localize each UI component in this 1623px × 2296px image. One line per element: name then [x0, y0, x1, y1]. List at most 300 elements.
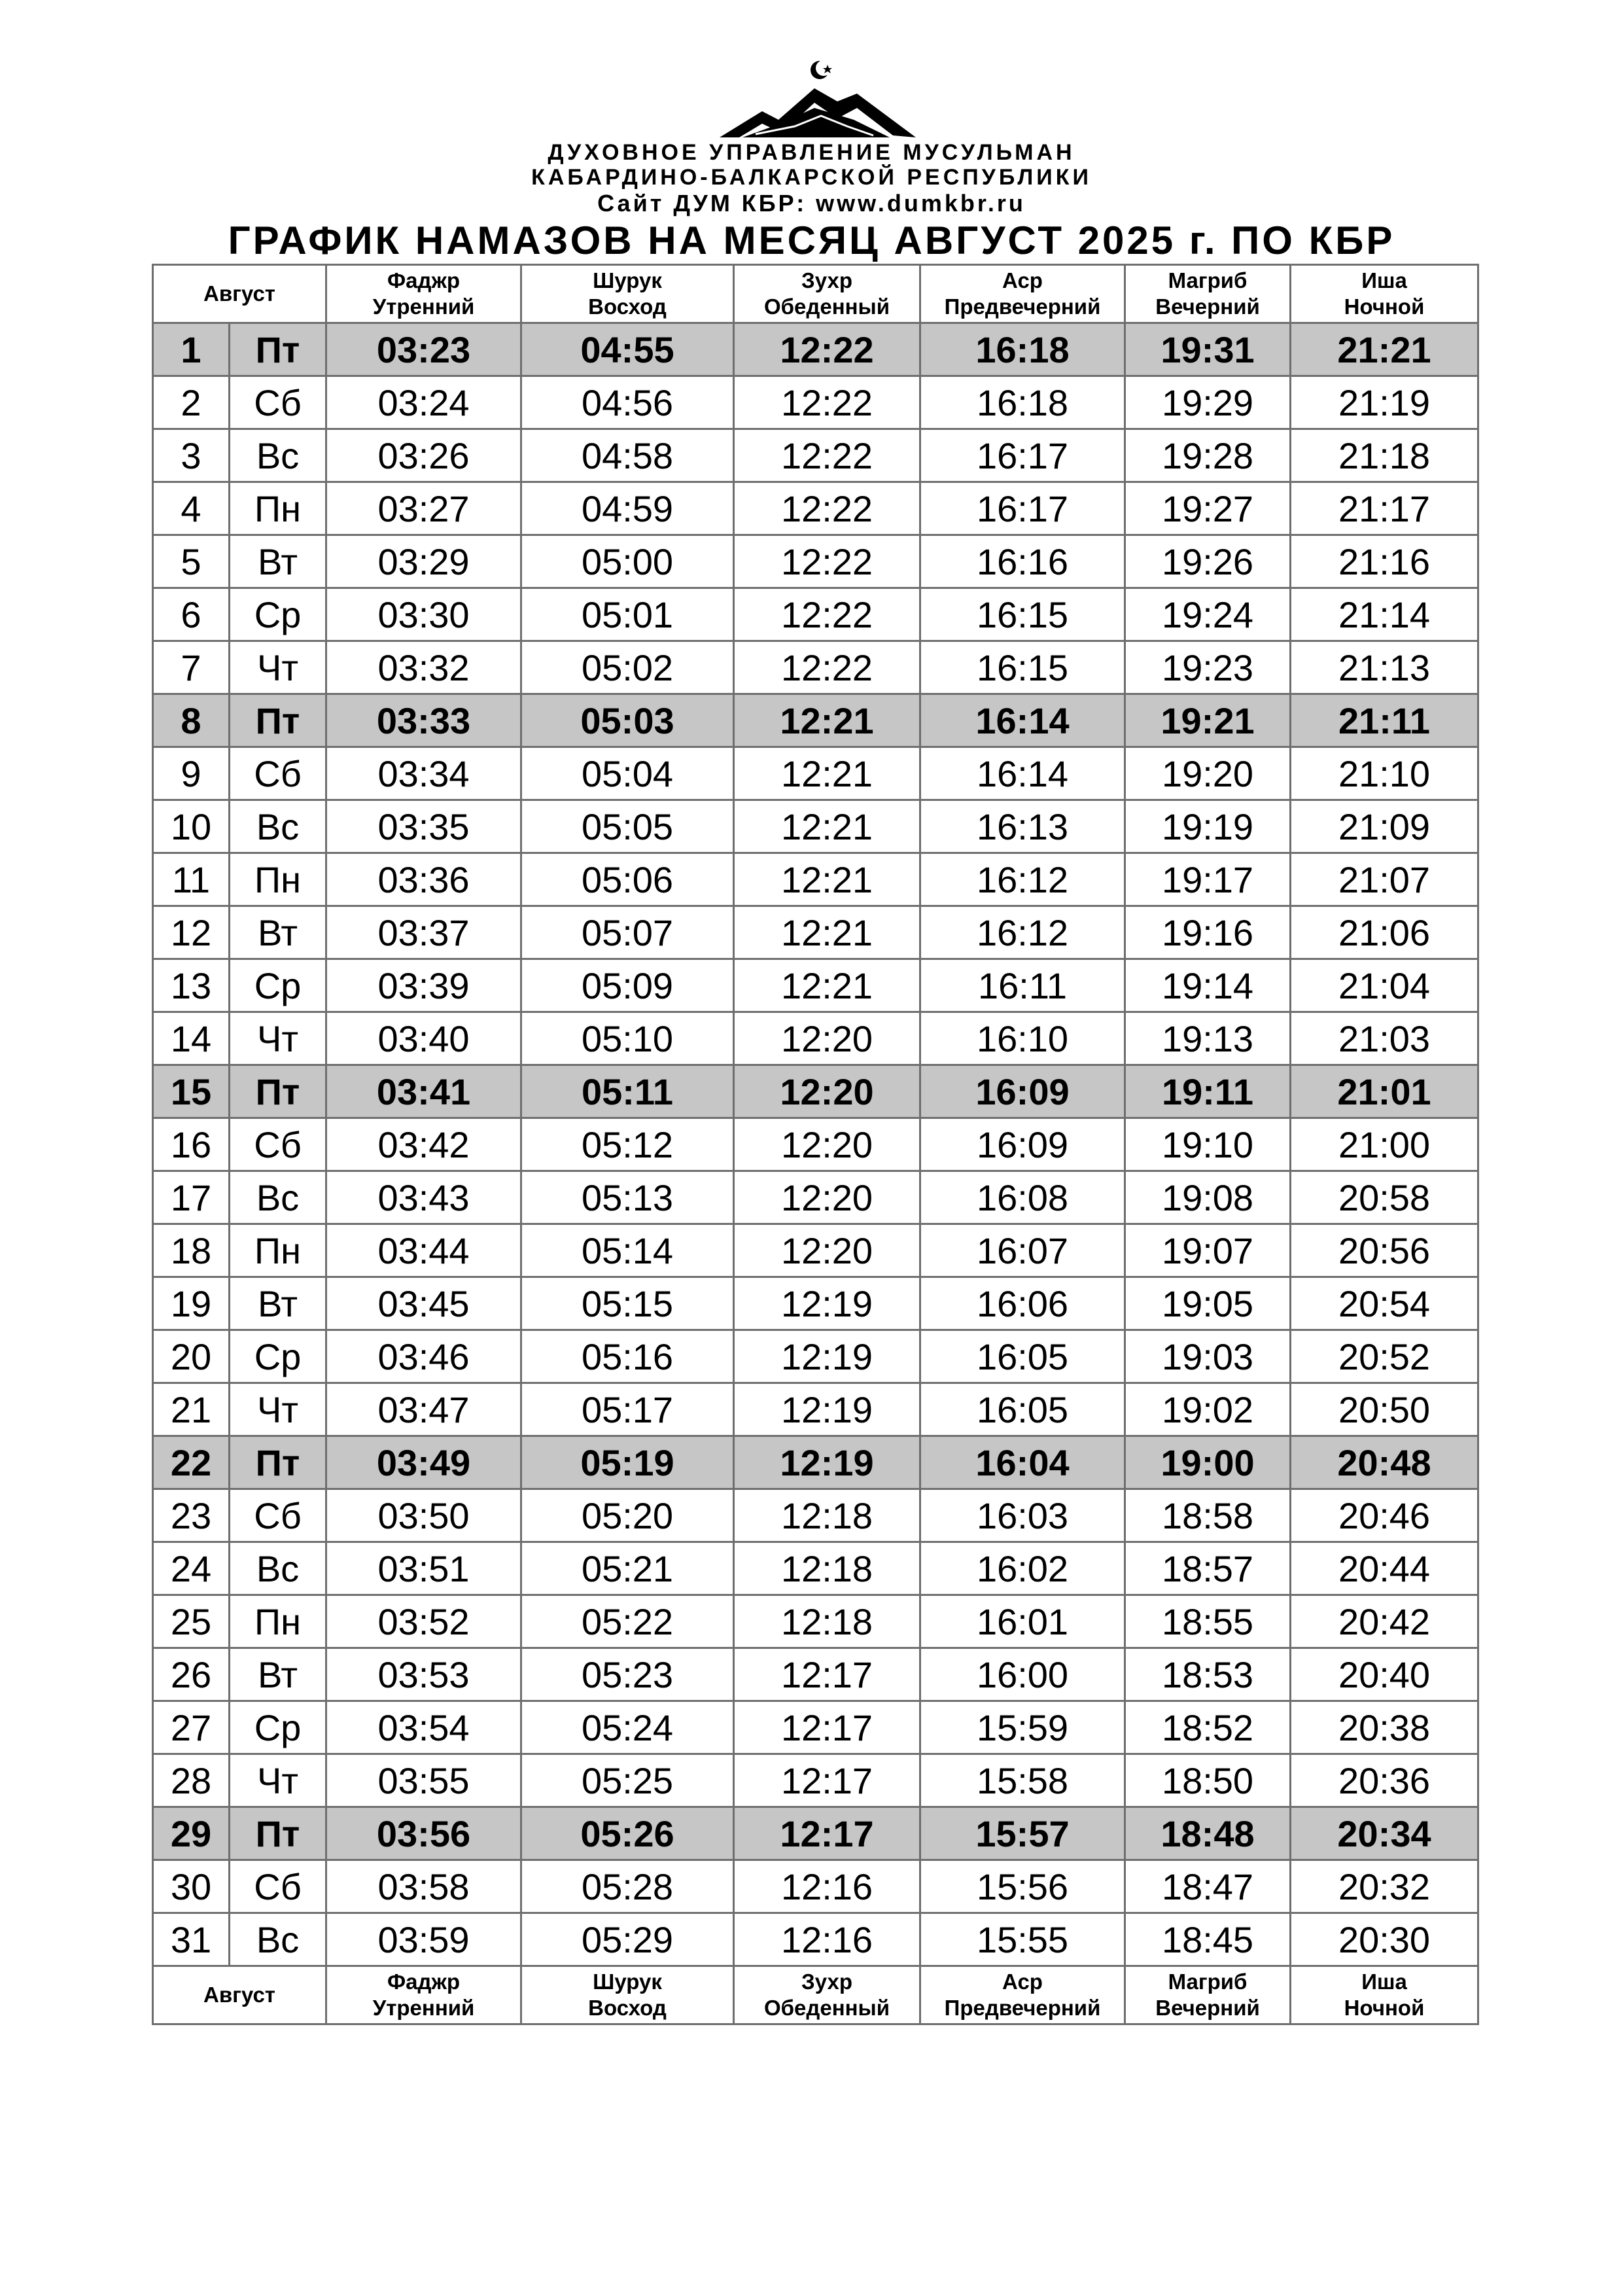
- shuruk-cell: 05:15: [521, 1277, 734, 1330]
- shuruk-cell: 05:14: [521, 1224, 734, 1277]
- table-row: [153, 588, 1478, 641]
- zuhr-cell: 12:17: [734, 1807, 920, 1860]
- maghrib-header: Магриб Вечерний: [1125, 265, 1291, 323]
- shuruk-cell: 05:00: [521, 535, 734, 588]
- isha-cell: 21:13: [1291, 641, 1478, 694]
- zuhr-cell: 12:17: [734, 1648, 920, 1701]
- fajr-cell: 03:37: [326, 906, 521, 959]
- wd-cell: Чт: [230, 1012, 326, 1065]
- wd-cell: Ср: [230, 588, 326, 641]
- zuhr-cell: 12:22: [734, 641, 920, 694]
- isha-cell: 21:16: [1291, 535, 1478, 588]
- zuhr-cell: 12:20: [734, 1224, 920, 1277]
- table-row: [153, 376, 1478, 429]
- zuhr-cell: 12:18: [734, 1542, 920, 1595]
- maghrib-cell: 18:50: [1125, 1754, 1291, 1807]
- wd-cell: Сб: [230, 747, 326, 800]
- org-name-line2: КАБАРДИНО-БАЛКАРСКОЙ РЕСПУБЛИКИ: [531, 165, 1092, 190]
- table-row: [153, 1860, 1478, 1913]
- wd-cell: Вт: [230, 1648, 326, 1701]
- table-row: [153, 1118, 1478, 1171]
- shuruk-cell: 05:26: [521, 1807, 734, 1860]
- zuhr-cell: 12:21: [734, 959, 920, 1012]
- table-row: [153, 1701, 1478, 1754]
- wd-cell: Вс: [230, 1913, 326, 1966]
- isha-cell: 21:21: [1291, 323, 1478, 376]
- shuruk-cell: 05:12: [521, 1118, 734, 1171]
- isha-cell: 21:09: [1291, 800, 1478, 853]
- wd-cell: Пт: [230, 1065, 326, 1118]
- zuhr-cell: 12:21: [734, 694, 920, 747]
- shuruk-cell: 05:17: [521, 1383, 734, 1436]
- zuhr-cell: 12:18: [734, 1489, 920, 1542]
- month-footer: Август: [153, 1966, 326, 2024]
- maghrib-cell: 19:20: [1125, 747, 1291, 800]
- wd-cell: Чт: [230, 1754, 326, 1807]
- day-cell: 12: [153, 906, 230, 959]
- shuruk-cell: 05:10: [521, 1012, 734, 1065]
- fajr-cell: 03:46: [326, 1330, 521, 1383]
- asr-cell: 16:09: [920, 1065, 1125, 1118]
- shuruk-cell: 05:21: [521, 1542, 734, 1595]
- asr-footer: Аср Предвечерний: [920, 1966, 1125, 2024]
- fajr-cell: 03:45: [326, 1277, 521, 1330]
- fajr-cell: 03:40: [326, 1012, 521, 1065]
- maghrib-cell: 19:13: [1125, 1012, 1291, 1065]
- asr-cell: 16:15: [920, 641, 1125, 694]
- zuhr-cell: 12:16: [734, 1913, 920, 1966]
- table-row: [153, 323, 1478, 376]
- day-cell: 14: [153, 1012, 230, 1065]
- table-row: [153, 1489, 1478, 1542]
- maghrib-cell: 18:48: [1125, 1807, 1291, 1860]
- zuhr-cell: 12:17: [734, 1701, 920, 1754]
- shuruk-cell: 04:55: [521, 323, 734, 376]
- maghrib-cell: 18:58: [1125, 1489, 1291, 1542]
- day-cell: 27: [153, 1701, 230, 1754]
- zuhr-cell: 12:19: [734, 1330, 920, 1383]
- isha-cell: 20:54: [1291, 1277, 1478, 1330]
- isha-cell: 21:14: [1291, 588, 1478, 641]
- fajr-cell: 03:54: [326, 1701, 521, 1754]
- asr-cell: 16:15: [920, 588, 1125, 641]
- org-name-line1: ДУХОВНОЕ УПРАВЛЕНИЕ МУСУЛЬМАН: [548, 140, 1075, 165]
- zuhr-cell: 12:22: [734, 429, 920, 482]
- isha-cell: 21:04: [1291, 959, 1478, 1012]
- wd-cell: Сб: [230, 1489, 326, 1542]
- fajr-cell: 03:30: [326, 588, 521, 641]
- day-cell: 10: [153, 800, 230, 853]
- table-row: [153, 1807, 1478, 1860]
- table-row: [153, 800, 1478, 853]
- shuruk-header: Шурук Восход: [521, 265, 734, 323]
- zuhr-cell: 12:19: [734, 1277, 920, 1330]
- wd-cell: Пт: [230, 694, 326, 747]
- day-cell: 23: [153, 1489, 230, 1542]
- asr-cell: 16:12: [920, 853, 1125, 906]
- day-cell: 19: [153, 1277, 230, 1330]
- zuhr-cell: 12:19: [734, 1436, 920, 1489]
- wd-cell: Вт: [230, 1277, 326, 1330]
- table-row: [153, 959, 1478, 1012]
- shuruk-cell: 05:03: [521, 694, 734, 747]
- asr-cell: 16:17: [920, 482, 1125, 535]
- zuhr-cell: 12:21: [734, 906, 920, 959]
- asr-cell: 16:18: [920, 376, 1125, 429]
- fajr-cell: 03:47: [326, 1383, 521, 1436]
- table-row: [153, 482, 1478, 535]
- table-row: [153, 853, 1478, 906]
- wd-cell: Ср: [230, 1701, 326, 1754]
- day-cell: 31: [153, 1913, 230, 1966]
- table-row: [153, 429, 1478, 482]
- fajr-footer: Фаджр Утренний: [326, 1966, 521, 2024]
- shuruk-cell: 04:58: [521, 429, 734, 482]
- asr-cell: 16:05: [920, 1383, 1125, 1436]
- wd-cell: Чт: [230, 641, 326, 694]
- maghrib-cell: 19:31: [1125, 323, 1291, 376]
- day-cell: 5: [153, 535, 230, 588]
- day-cell: 11: [153, 853, 230, 906]
- shuruk-cell: 05:11: [521, 1065, 734, 1118]
- table-row: [153, 747, 1478, 800]
- day-cell: 13: [153, 959, 230, 1012]
- asr-cell: 16:13: [920, 800, 1125, 853]
- zuhr-cell: 12:21: [734, 800, 920, 853]
- fajr-cell: 03:44: [326, 1224, 521, 1277]
- fajr-cell: 03:42: [326, 1118, 521, 1171]
- table-row: [153, 1542, 1478, 1595]
- wd-cell: Сб: [230, 1860, 326, 1913]
- isha-cell: 21:06: [1291, 906, 1478, 959]
- isha-cell: 20:34: [1291, 1807, 1478, 1860]
- footer-row: [153, 1966, 1478, 2024]
- wd-cell: Пт: [230, 1436, 326, 1489]
- asr-cell: 15:58: [920, 1754, 1125, 1807]
- maghrib-cell: 19:19: [1125, 800, 1291, 853]
- fajr-cell: 03:55: [326, 1754, 521, 1807]
- zuhr-cell: 12:19: [734, 1383, 920, 1436]
- wd-cell: Вс: [230, 429, 326, 482]
- day-cell: 25: [153, 1595, 230, 1648]
- table-row: [153, 1330, 1478, 1383]
- day-cell: 22: [153, 1436, 230, 1489]
- table-row: [153, 1913, 1478, 1966]
- wd-cell: Сб: [230, 376, 326, 429]
- fajr-cell: 03:32: [326, 641, 521, 694]
- zuhr-cell: 12:22: [734, 323, 920, 376]
- prayer-times-table: [152, 264, 1479, 2025]
- maghrib-cell: 19:14: [1125, 959, 1291, 1012]
- isha-cell: 20:50: [1291, 1383, 1478, 1436]
- zuhr-cell: 12:22: [734, 376, 920, 429]
- table-row: [153, 906, 1478, 959]
- maghrib-cell: 19:00: [1125, 1436, 1291, 1489]
- mosque-mountain-logo: [716, 56, 919, 141]
- table-row: [153, 1595, 1478, 1648]
- maghrib-cell: 19:02: [1125, 1383, 1291, 1436]
- fajr-cell: 03:52: [326, 1595, 521, 1648]
- zuhr-footer: Зухр Обеденный: [734, 1966, 920, 2024]
- day-cell: 28: [153, 1754, 230, 1807]
- site-address: Сайт ДУМ КБР: www.dumkbr.ru: [597, 190, 1026, 217]
- shuruk-cell: 05:09: [521, 959, 734, 1012]
- wd-cell: Ср: [230, 1330, 326, 1383]
- table-row: [153, 535, 1478, 588]
- isha-cell: 21:07: [1291, 853, 1478, 906]
- fajr-cell: 03:26: [326, 429, 521, 482]
- zuhr-cell: 12:17: [734, 1754, 920, 1807]
- isha-cell: 20:52: [1291, 1330, 1478, 1383]
- zuhr-cell: 12:16: [734, 1860, 920, 1913]
- isha-cell: 21:11: [1291, 694, 1478, 747]
- asr-cell: 16:03: [920, 1489, 1125, 1542]
- isha-cell: 21:17: [1291, 482, 1478, 535]
- table-row: [153, 1754, 1478, 1807]
- asr-cell: 16:02: [920, 1542, 1125, 1595]
- shuruk-cell: 05:01: [521, 588, 734, 641]
- asr-cell: 16:11: [920, 959, 1125, 1012]
- day-cell: 24: [153, 1542, 230, 1595]
- table-row: [153, 694, 1478, 747]
- isha-cell: 21:00: [1291, 1118, 1478, 1171]
- day-cell: 20: [153, 1330, 230, 1383]
- fajr-cell: 03:50: [326, 1489, 521, 1542]
- maghrib-cell: 18:57: [1125, 1542, 1291, 1595]
- day-cell: 8: [153, 694, 230, 747]
- shuruk-cell: 05:16: [521, 1330, 734, 1383]
- isha-header: Иша Ночной: [1291, 265, 1478, 323]
- fajr-cell: 03:39: [326, 959, 521, 1012]
- day-cell: 15: [153, 1065, 230, 1118]
- fajr-cell: 03:56: [326, 1807, 521, 1860]
- asr-cell: 16:12: [920, 906, 1125, 959]
- zuhr-cell: 12:20: [734, 1171, 920, 1224]
- wd-cell: Вт: [230, 535, 326, 588]
- day-cell: 6: [153, 588, 230, 641]
- zuhr-cell: 12:20: [734, 1012, 920, 1065]
- asr-cell: 16:09: [920, 1118, 1125, 1171]
- isha-cell: 21:19: [1291, 376, 1478, 429]
- asr-cell: 16:05: [920, 1330, 1125, 1383]
- asr-cell: 16:06: [920, 1277, 1125, 1330]
- fajr-cell: 03:43: [326, 1171, 521, 1224]
- table-row: [153, 1224, 1478, 1277]
- maghrib-cell: 19:10: [1125, 1118, 1291, 1171]
- asr-cell: 16:08: [920, 1171, 1125, 1224]
- maghrib-footer: Магриб Вечерний: [1125, 1966, 1291, 2024]
- maghrib-cell: 19:17: [1125, 853, 1291, 906]
- wd-cell: Сб: [230, 1118, 326, 1171]
- wd-cell: Пн: [230, 853, 326, 906]
- shuruk-cell: 05:04: [521, 747, 734, 800]
- shuruk-cell: 04:59: [521, 482, 734, 535]
- shuruk-cell: 05:13: [521, 1171, 734, 1224]
- asr-cell: 15:59: [920, 1701, 1125, 1754]
- maghrib-cell: 18:55: [1125, 1595, 1291, 1648]
- fajr-cell: 03:34: [326, 747, 521, 800]
- shuruk-cell: 05:23: [521, 1648, 734, 1701]
- maghrib-cell: 19:28: [1125, 429, 1291, 482]
- maghrib-cell: 19:16: [1125, 906, 1291, 959]
- day-cell: 3: [153, 429, 230, 482]
- fajr-cell: 03:59: [326, 1913, 521, 1966]
- table-row: [153, 1065, 1478, 1118]
- zuhr-cell: 12:21: [734, 747, 920, 800]
- table-row: [153, 641, 1478, 694]
- shuruk-cell: 05:20: [521, 1489, 734, 1542]
- zuhr-cell: 12:22: [734, 588, 920, 641]
- fajr-cell: 03:24: [326, 376, 521, 429]
- shuruk-cell: 05:24: [521, 1701, 734, 1754]
- isha-cell: 20:36: [1291, 1754, 1478, 1807]
- asr-cell: 16:18: [920, 323, 1125, 376]
- day-cell: 7: [153, 641, 230, 694]
- shuruk-cell: 05:06: [521, 853, 734, 906]
- table-row: [153, 1383, 1478, 1436]
- shuruk-cell: 05:05: [521, 800, 734, 853]
- maghrib-cell: 19:05: [1125, 1277, 1291, 1330]
- day-cell: 2: [153, 376, 230, 429]
- wd-cell: Пт: [230, 1807, 326, 1860]
- fajr-cell: 03:29: [326, 535, 521, 588]
- asr-cell: 16:04: [920, 1436, 1125, 1489]
- zuhr-cell: 12:20: [734, 1118, 920, 1171]
- wd-cell: Вс: [230, 1171, 326, 1224]
- shuruk-cell: 05:22: [521, 1595, 734, 1648]
- isha-cell: 20:42: [1291, 1595, 1478, 1648]
- fajr-cell: 03:58: [326, 1860, 521, 1913]
- asr-header: Аср Предвечерний: [920, 265, 1125, 323]
- maghrib-cell: 19:27: [1125, 482, 1291, 535]
- maghrib-cell: 19:07: [1125, 1224, 1291, 1277]
- table-row: [153, 1648, 1478, 1701]
- asr-cell: 16:16: [920, 535, 1125, 588]
- asr-cell: 15:55: [920, 1913, 1125, 1966]
- page-title: ГРАФИК НАМАЗОВ НА МЕСЯЦ АВГУСТ 2025 г. ПО КБР: [228, 219, 1395, 262]
- fajr-cell: 03:51: [326, 1542, 521, 1595]
- shuruk-cell: 05:07: [521, 906, 734, 959]
- asr-cell: 16:17: [920, 429, 1125, 482]
- month-header: Август: [153, 265, 326, 323]
- isha-cell: 20:44: [1291, 1542, 1478, 1595]
- shuruk-cell: 05:02: [521, 641, 734, 694]
- asr-cell: 16:14: [920, 694, 1125, 747]
- asr-cell: 16:10: [920, 1012, 1125, 1065]
- isha-footer: Иша Ночной: [1291, 1966, 1478, 2024]
- isha-cell: 20:48: [1291, 1436, 1478, 1489]
- wd-cell: Пн: [230, 482, 326, 535]
- asr-cell: 15:56: [920, 1860, 1125, 1913]
- isha-cell: 20:46: [1291, 1489, 1478, 1542]
- day-cell: 16: [153, 1118, 230, 1171]
- maghrib-cell: 19:29: [1125, 376, 1291, 429]
- fajr-cell: 03:23: [326, 323, 521, 376]
- day-cell: 30: [153, 1860, 230, 1913]
- fajr-cell: 03:53: [326, 1648, 521, 1701]
- isha-cell: 20:56: [1291, 1224, 1478, 1277]
- asr-cell: 15:57: [920, 1807, 1125, 1860]
- isha-cell: 21:01: [1291, 1065, 1478, 1118]
- shuruk-cell: 05:29: [521, 1913, 734, 1966]
- asr-cell: 16:01: [920, 1595, 1125, 1648]
- day-cell: 17: [153, 1171, 230, 1224]
- maghrib-cell: 19:26: [1125, 535, 1291, 588]
- zuhr-header: Зухр Обеденный: [734, 265, 920, 323]
- asr-cell: 16:07: [920, 1224, 1125, 1277]
- isha-cell: 20:58: [1291, 1171, 1478, 1224]
- table-row: [153, 1436, 1478, 1489]
- maghrib-cell: 18:53: [1125, 1648, 1291, 1701]
- wd-cell: Пн: [230, 1595, 326, 1648]
- shuruk-cell: 05:19: [521, 1436, 734, 1489]
- maghrib-cell: 18:47: [1125, 1860, 1291, 1913]
- isha-cell: 20:32: [1291, 1860, 1478, 1913]
- fajr-cell: 03:33: [326, 694, 521, 747]
- fajr-cell: 03:27: [326, 482, 521, 535]
- maghrib-cell: 19:24: [1125, 588, 1291, 641]
- header-row: [153, 265, 1478, 323]
- table-row: [153, 1171, 1478, 1224]
- wd-cell: Вс: [230, 1542, 326, 1595]
- zuhr-cell: 12:21: [734, 853, 920, 906]
- day-cell: 29: [153, 1807, 230, 1860]
- isha-cell: 20:30: [1291, 1913, 1478, 1966]
- day-cell: 26: [153, 1648, 230, 1701]
- shuruk-cell: 05:25: [521, 1754, 734, 1807]
- isha-cell: 20:38: [1291, 1701, 1478, 1754]
- isha-cell: 21:10: [1291, 747, 1478, 800]
- maghrib-cell: 18:52: [1125, 1701, 1291, 1754]
- maghrib-cell: 18:45: [1125, 1913, 1291, 1966]
- shuruk-footer: Шурук Восход: [521, 1966, 734, 2024]
- asr-cell: 16:00: [920, 1648, 1125, 1701]
- wd-cell: Ср: [230, 959, 326, 1012]
- wd-cell: Вт: [230, 906, 326, 959]
- wd-cell: Пт: [230, 323, 326, 376]
- zuhr-cell: 12:22: [734, 482, 920, 535]
- wd-cell: Чт: [230, 1383, 326, 1436]
- table-row: [153, 1277, 1478, 1330]
- isha-cell: 20:40: [1291, 1648, 1478, 1701]
- fajr-cell: 03:49: [326, 1436, 521, 1489]
- fajr-header: Фаджр Утренний: [326, 265, 521, 323]
- maghrib-cell: 19:21: [1125, 694, 1291, 747]
- table-row: [153, 1012, 1478, 1065]
- zuhr-cell: 12:20: [734, 1065, 920, 1118]
- shuruk-cell: 04:56: [521, 376, 734, 429]
- zuhr-cell: 12:22: [734, 535, 920, 588]
- day-cell: 9: [153, 747, 230, 800]
- maghrib-cell: 19:03: [1125, 1330, 1291, 1383]
- maghrib-cell: 19:08: [1125, 1171, 1291, 1224]
- fajr-cell: 03:41: [326, 1065, 521, 1118]
- fajr-cell: 03:36: [326, 853, 521, 906]
- day-cell: 1: [153, 323, 230, 376]
- fajr-cell: 03:35: [326, 800, 521, 853]
- day-cell: 18: [153, 1224, 230, 1277]
- asr-cell: 16:14: [920, 747, 1125, 800]
- isha-cell: 21:03: [1291, 1012, 1478, 1065]
- zuhr-cell: 12:18: [734, 1595, 920, 1648]
- maghrib-cell: 19:23: [1125, 641, 1291, 694]
- isha-cell: 21:18: [1291, 429, 1478, 482]
- wd-cell: Вс: [230, 800, 326, 853]
- day-cell: 21: [153, 1383, 230, 1436]
- day-cell: 4: [153, 482, 230, 535]
- shuruk-cell: 05:28: [521, 1860, 734, 1913]
- wd-cell: Пн: [230, 1224, 326, 1277]
